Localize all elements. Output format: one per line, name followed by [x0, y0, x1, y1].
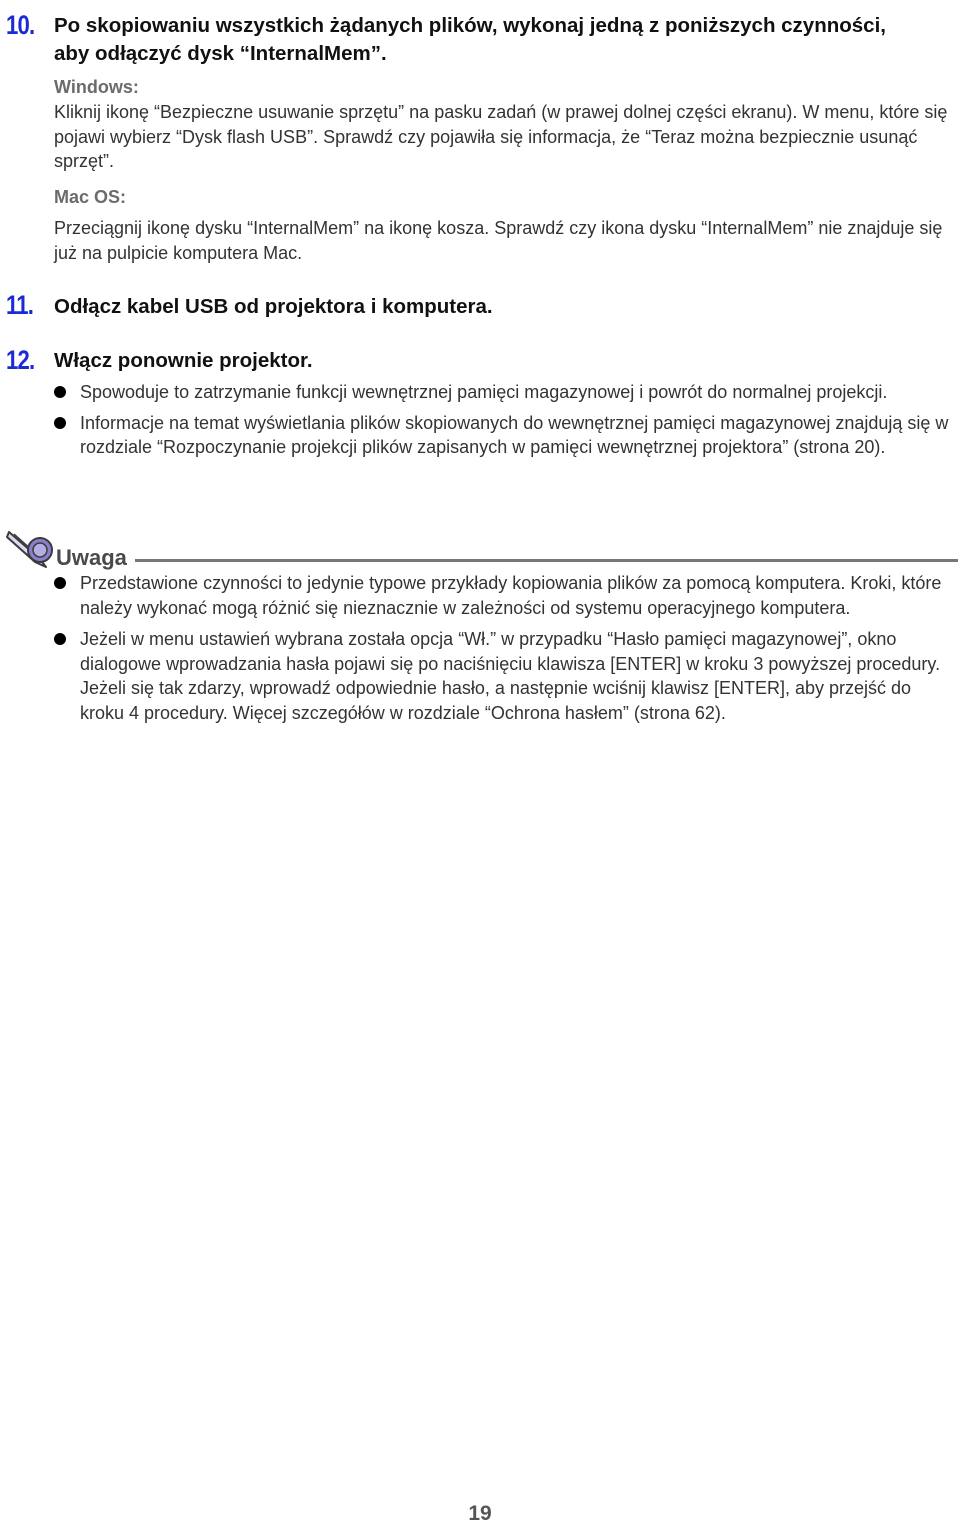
note-icon-wrap: [6, 522, 54, 570]
bullet-text: Spowoduje to zatrzymanie funkcji wewnętrznej pamięci magazynowej i powrót do normalnej projekcji.: [80, 382, 888, 402]
step-number-11: 11.: [6, 290, 34, 320]
mac-label: Mac OS:: [54, 187, 127, 207]
mac-instructions: Przeciągnij ikonę dysku “InternalMem” na ikonę kosza. Sprawdź czy ikona dysku “InternalMem” nie znajduje się już na pulpicie komputera Mac.: [54, 218, 943, 263]
step-number-10: 10.: [6, 10, 35, 40]
page-number: 19: [468, 1502, 492, 1525]
list-item: [54, 627, 954, 725]
windows-instructions: Kliknij ikonę “Bezpieczne usuwanie sprzętu” na pasku zadań (w prawej dolnej części ekranu). W menu, które się pojawi wybierz “Dysk flash USB”. Sprawdź czy pojawiła się informacja, że “Teraz można bezpiecznie usunąć sprzęt”.: [54, 102, 948, 171]
list-item: [54, 571, 954, 620]
bullet-icon: [54, 633, 66, 645]
bullet-text: Przedstawione czynności to jedynie typowe przykłady kopiowania plików za pomocą komputera. Kroki, które należy wykonać mogą różnić się nieznacznie w zależności od systemu operacyjnego komputera.: [80, 573, 942, 618]
list-item: [54, 380, 954, 405]
step-12-title: Włącz ponownie projektor.: [54, 349, 313, 372]
note-label: Uwaga: [56, 545, 127, 570]
list-item: [54, 411, 954, 460]
step-number-12: 12.: [6, 345, 35, 375]
bullet-icon: [54, 417, 66, 429]
step-10-title: Po skopiowaniu wszystkich żądanych plików, wykonaj jedną z poniższych czynności, aby odłączyć dysk “InternalMem”.: [54, 14, 886, 65]
bullet-icon: [54, 577, 66, 589]
note-divider: [135, 559, 958, 562]
note-header: [56, 545, 958, 571]
step-12-bullets: [54, 380, 954, 460]
bullet-text: Jeżeli w menu ustawień wybrana została opcja “Wł.” w przypadku “Hasło pamięci magazynowej”, okno dialogowe wprowadzania hasła pojawi się po naciśnięciu klawisza [ENTER] w kroku 3 powyższej procedury. Jeżeli się tak zdarzy, wprowadź odpowiednie hasło, a następnie wciśnij klawisz [ENTER], aby przejść do kroku 4 procedury. Więcej szczegółów w rozdziale “Ochrona hasłem” (strona 62).: [80, 629, 941, 723]
bullet-text: Informacje na temat wyświetlania plików skopiowanych do wewnętrznej pamięci magazynowej znajdują się w rozdziale “Rozpoczynanie projekcji plików zapisanych w pamięci wewnętrznej projektora” (strona 20).: [80, 412, 949, 457]
note-bullets: [54, 571, 954, 725]
windows-label: Windows:: [54, 77, 139, 97]
note-pencil-icon: [6, 522, 54, 570]
step-11-title: Odłącz kabel USB od projektora i komputera.: [54, 295, 493, 318]
bullet-icon: [54, 386, 66, 398]
